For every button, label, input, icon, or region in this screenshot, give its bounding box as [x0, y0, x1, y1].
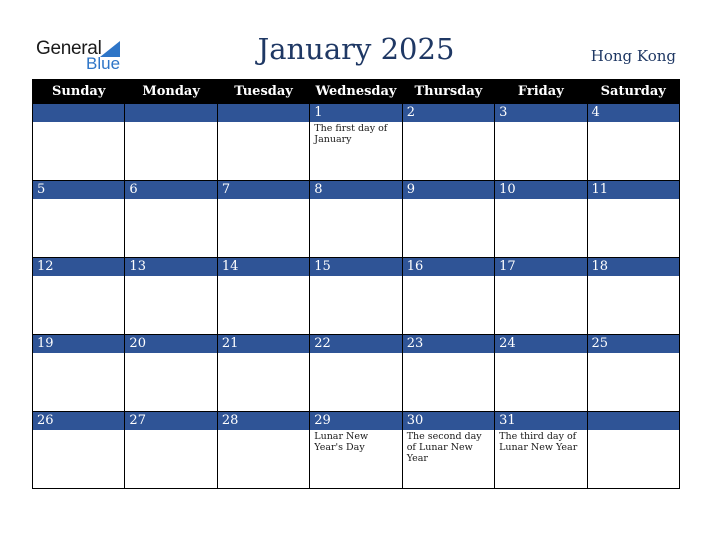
day-cell [217, 104, 309, 181]
day-number: 25 [588, 335, 679, 353]
day-cell [402, 412, 494, 489]
day-cell [402, 181, 494, 258]
day-cell [217, 335, 309, 412]
day-number: 29 [310, 412, 401, 430]
day-cell [125, 335, 217, 412]
weekday-header-saturday: Saturday [587, 80, 679, 104]
week-row [33, 335, 680, 412]
day-number: 30 [403, 412, 494, 430]
weekday-header-sunday: Sunday [33, 80, 125, 104]
day-number: 12 [33, 258, 124, 276]
day-cell [217, 258, 309, 335]
region-label: Hong Kong [590, 47, 676, 65]
day-cell [587, 181, 679, 258]
day-cell [495, 258, 587, 335]
day-cell [587, 104, 679, 181]
day-number: 13 [125, 258, 216, 276]
day-number: 8 [310, 181, 401, 199]
week-row [33, 258, 680, 335]
day-number: 31 [495, 412, 586, 430]
day-number: 21 [218, 335, 309, 353]
day-number: 24 [495, 335, 586, 353]
day-event: The second day of Lunar New Year [406, 431, 482, 464]
page-title: January 2025 [257, 32, 455, 66]
day-number: 11 [588, 181, 679, 199]
day-number: 28 [218, 412, 309, 430]
day-number: 27 [125, 412, 216, 430]
day-cell [587, 412, 679, 489]
day-cell [125, 258, 217, 335]
day-number: 19 [33, 335, 124, 353]
day-number: 26 [33, 412, 124, 430]
day-number: 5 [33, 181, 124, 199]
day-cell [33, 104, 125, 181]
weekday-header-friday: Friday [495, 80, 587, 104]
day-number: 16 [403, 258, 494, 276]
calendar-body [33, 104, 680, 489]
day-cell [217, 412, 309, 489]
weekday-header-monday: Monday [125, 80, 217, 104]
week-row [33, 181, 680, 258]
day-number [33, 104, 124, 122]
day-event: The first day of January [314, 123, 388, 145]
day-number [125, 104, 216, 122]
day-cell [495, 104, 587, 181]
weekday-header-thursday: Thursday [402, 80, 494, 104]
day-number: 17 [495, 258, 586, 276]
day-number: 3 [495, 104, 586, 122]
day-number: 1 [310, 104, 401, 122]
day-cell [310, 412, 402, 489]
day-number: 10 [495, 181, 586, 199]
day-cell [310, 181, 402, 258]
day-number: 6 [125, 181, 216, 199]
weekday-header-wednesday: Wednesday [310, 80, 402, 104]
logo-general-text: General [36, 38, 102, 59]
day-cell [310, 335, 402, 412]
day-cell [125, 104, 217, 181]
weekday-header-row [33, 80, 680, 104]
day-cell [402, 104, 494, 181]
day-cell [587, 258, 679, 335]
day-number: 15 [310, 258, 401, 276]
week-row [33, 104, 680, 181]
calendar-grid [32, 79, 680, 489]
day-cell [495, 335, 587, 412]
day-cell [587, 335, 679, 412]
day-cell [402, 258, 494, 335]
day-number: 18 [588, 258, 679, 276]
day-number [588, 412, 679, 430]
day-event: Lunar New Year's Day [314, 431, 369, 453]
day-cell [125, 181, 217, 258]
day-cell [33, 181, 125, 258]
week-row [33, 412, 680, 489]
logo-blue-text: Blue [86, 54, 121, 73]
day-cell [33, 412, 125, 489]
day-cell [33, 335, 125, 412]
day-cell [125, 412, 217, 489]
day-number: 2 [403, 104, 494, 122]
weekday-header-tuesday: Tuesday [217, 80, 309, 104]
day-cell [495, 412, 587, 489]
day-number: 7 [218, 181, 309, 199]
day-cell [217, 181, 309, 258]
day-number: 22 [310, 335, 401, 353]
day-number [218, 104, 309, 122]
day-number: 23 [403, 335, 494, 353]
day-number: 9 [403, 181, 494, 199]
day-event: The third day of Lunar New Year [499, 431, 578, 453]
day-number: 4 [588, 104, 679, 122]
day-number: 20 [125, 335, 216, 353]
day-cell [402, 335, 494, 412]
day-cell [310, 258, 402, 335]
day-number: 14 [218, 258, 309, 276]
day-cell [33, 258, 125, 335]
day-cell [495, 181, 587, 258]
day-cell [310, 104, 402, 181]
